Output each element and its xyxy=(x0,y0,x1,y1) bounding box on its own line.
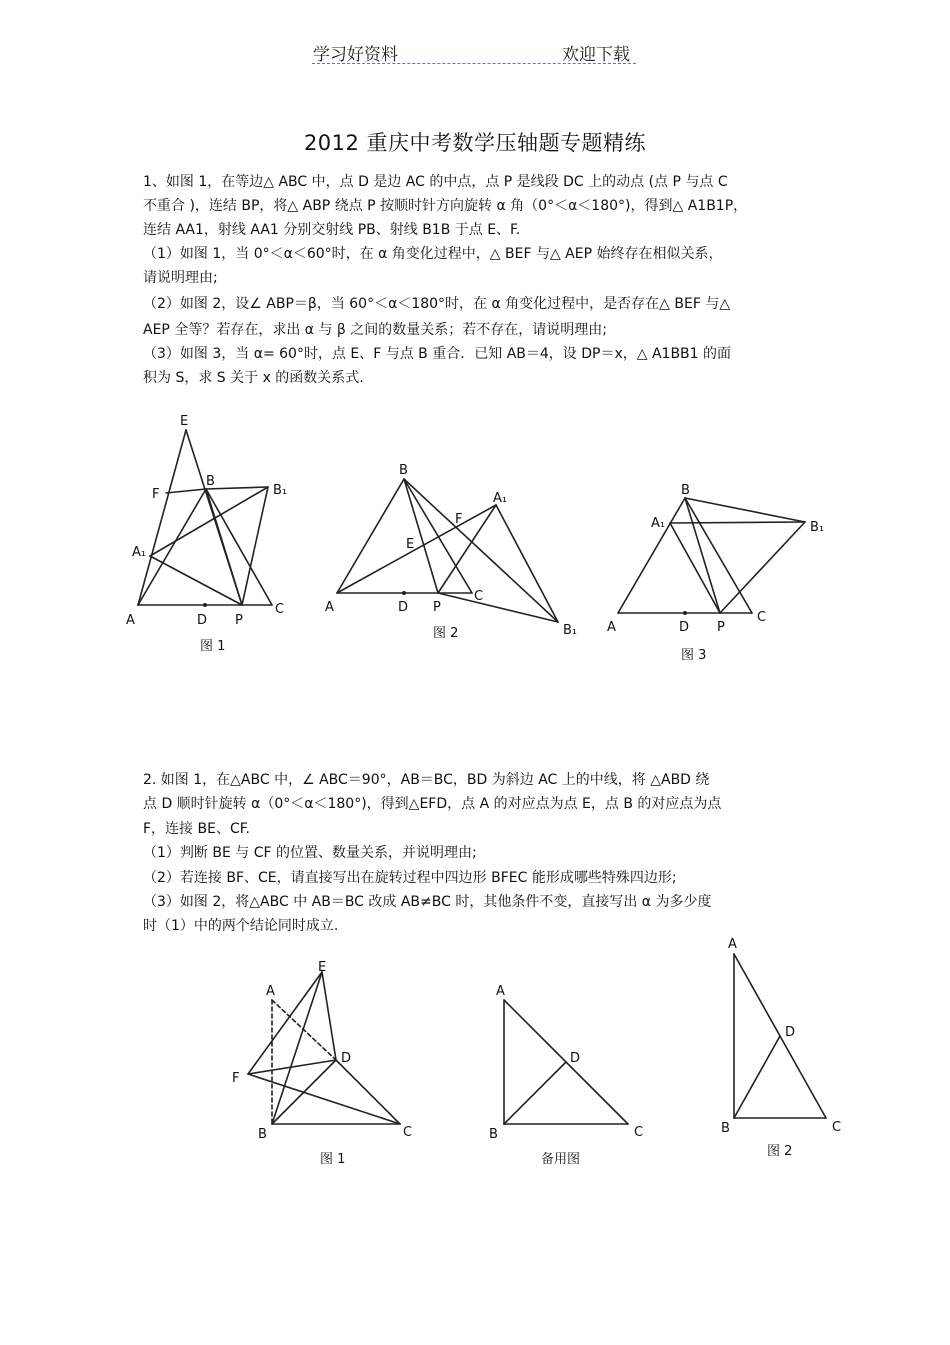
q2-line-5: （2）若连接 BF、CE，请直接写出在旋转过程中四边形 BFEC 能形成哪些特殊四边形; xyxy=(143,870,677,886)
q2-g2-label-a: A xyxy=(496,984,505,999)
q1-f2-label-p: P xyxy=(433,600,441,615)
q1-line-8: （3）如图 3，当 α= 60°时，点 E、F 与点 B 重合．已知 AB＝4，设 DP＝x，△ A1BB1 的面 xyxy=(143,346,732,362)
q1-f2-label-a1: A₁ xyxy=(493,491,508,506)
q2-line-6: （3）如图 2，将△ABC 中 AB＝BC 改成 AB≠BC 时，其他条件不变，直接写出 α 为多少度 xyxy=(143,894,712,910)
q2-line-4: （1）判断 BE 与 CF 的位置、数量关系，并说明理由; xyxy=(143,845,477,861)
q1-f2-label-e: E xyxy=(406,537,415,552)
q2-line-1: 2. 如图 1，在△ABC 中，∠ ABC＝90°，AB＝BC，BD 为斜边 AC 上的中线，将 △ABD 绕 xyxy=(143,772,710,788)
q1-f3-label-a1: A₁ xyxy=(651,516,666,531)
page-title: 2012 重庆中考数学压轴题专题精练 xyxy=(303,131,647,155)
q1-f2-label-c: C xyxy=(474,589,484,604)
q1-f2-label-b1: B₁ xyxy=(563,623,578,638)
q2-figure-2 xyxy=(734,954,826,1118)
q1-line-7: AEP 全等？若存在，求出 α 与 β 之间的数量关系；若不存在，请说明理由; xyxy=(143,322,607,338)
q2-g3-label-a: A xyxy=(728,937,737,952)
q2-g1-label-a: A xyxy=(266,984,275,999)
q1-f2-caption: 图 2 xyxy=(433,626,459,641)
q1-figure-2 xyxy=(337,479,558,622)
q1-f1-midpoint-d xyxy=(203,603,207,607)
q1-f3-caption: 图 3 xyxy=(681,648,707,663)
q1-line-2: 不重合 )，连结 BP，将△ ABP 绕点 P 按顺时针方向旋转 α 角（0°＜α＜180°)，得到△ A1B1P， xyxy=(143,198,748,214)
q1-f3-label-b: B xyxy=(681,483,690,498)
q2-g2-label-c: C xyxy=(634,1125,644,1140)
q1-f1-label-p: P xyxy=(235,613,243,628)
q1-figure-1 xyxy=(138,430,272,605)
q1-f3-label-p: P xyxy=(717,620,725,635)
q1-f2-label-d: D xyxy=(398,600,409,615)
q2-line-2: 点 D 顺时针旋转 α（0°＜α＜180°)，得到△EFD，点 A 的对应点为点 E，点 B 的对应点为点 xyxy=(143,796,722,812)
q1-f1-label-b1: B₁ xyxy=(273,483,288,498)
q1-f1-label-b: B xyxy=(206,474,215,489)
q1-f3-label-d: D xyxy=(679,620,690,635)
header-right: 欢迎下载 xyxy=(562,45,630,65)
q1-line-3: 连结 AA1，射线 AA1 分别交射线 PB、射线 B1B 于点 E、F. xyxy=(143,222,521,238)
q2-g2-caption: 备用图 xyxy=(541,1152,581,1167)
q1-f1-label-e: E xyxy=(180,414,189,429)
q2-g3-label-b: B xyxy=(721,1121,730,1136)
q2-g1-label-f: F xyxy=(232,1071,240,1086)
q1-f2-label-a: A xyxy=(325,600,334,615)
q1-f3-midpoint-d xyxy=(683,611,687,615)
q1-f1-caption: 图 1 xyxy=(200,639,226,654)
q1-f1-label-a1: A₁ xyxy=(132,545,147,560)
q1-line-6: （2）如图 2，设∠ ABP＝β，当 60°＜α＜180°时，在 α 角变化过程中，是否存在△ BEF 与△ xyxy=(143,296,731,312)
q2-g3-label-d: D xyxy=(785,1025,796,1040)
q1-line-4: （1）如图 1，当 0°＜α＜60°时，在 α 角变化过程中，△ BEF 与△ AEP 始终存在相似关系， xyxy=(143,246,723,262)
q2-line-7: 时（1）中的两个结论同时成立. xyxy=(143,918,339,934)
q2-g1-label-c: C xyxy=(403,1125,413,1140)
q2-spare-figure xyxy=(504,1000,628,1124)
q1-f1-label-f: F xyxy=(152,487,160,502)
q1-line-9: 积为 S，求 S 关于 x 的函数关系式. xyxy=(143,370,364,386)
q1-f1-label-c: C xyxy=(275,602,285,617)
q2-g2-label-b: B xyxy=(489,1127,498,1142)
q2-g1-caption: 图 1 xyxy=(320,1152,346,1167)
q1-f1-label-d: D xyxy=(197,613,208,628)
q1-f2-midpoint-d xyxy=(402,591,406,595)
q2-g3-label-c: C xyxy=(832,1120,842,1135)
q1-line-1: 1、如图 1，在等边△ ABC 中，点 D 是边 AC 的中点，点 P 是线段 DC 上的动点 (点 P 与点 C xyxy=(143,174,728,190)
q1-f1-label-a: A xyxy=(126,613,135,628)
q2-g1-label-e: E xyxy=(318,960,327,975)
q1-f3-label-c: C xyxy=(757,610,767,625)
q1-f2-label-f: F xyxy=(455,512,463,527)
q2-g2-label-d: D xyxy=(570,1051,581,1066)
q1-f3-label-b1: B₁ xyxy=(810,520,825,535)
q1-f3-label-a: A xyxy=(607,620,616,635)
header-left: 学习好资料 xyxy=(313,45,398,65)
q2-g3-caption: 图 2 xyxy=(767,1144,793,1159)
q1-f2-label-b: B xyxy=(399,463,408,478)
q2-g1-label-b: B xyxy=(258,1127,267,1142)
q2-line-3: F，连接 BE、CF. xyxy=(143,821,250,837)
q1-figure-3 xyxy=(618,498,805,613)
q2-g1-label-d: D xyxy=(341,1051,352,1066)
q1-line-5: 请说明理由; xyxy=(143,270,218,286)
